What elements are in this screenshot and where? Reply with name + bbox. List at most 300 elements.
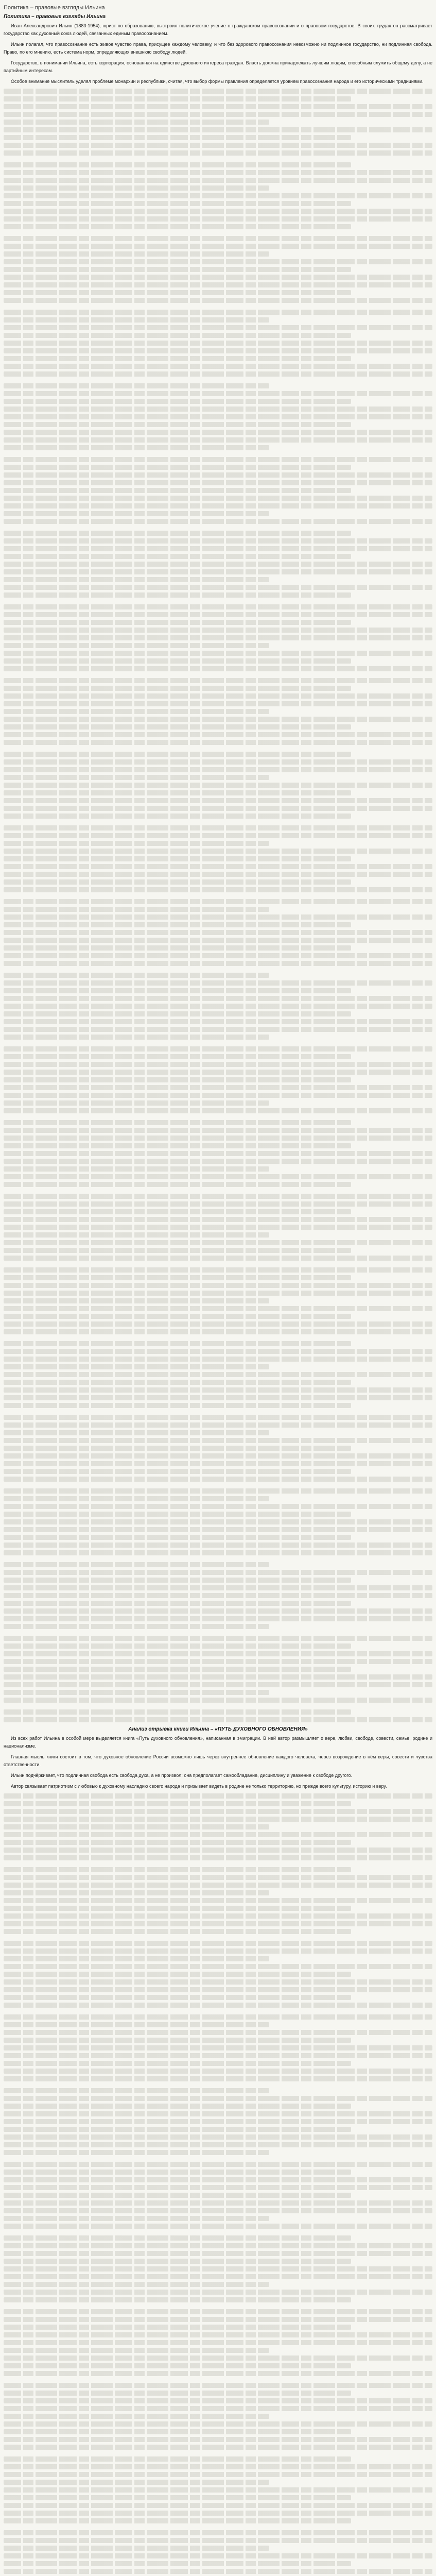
- text-line: [4, 399, 351, 404]
- text-line: [4, 1136, 432, 1141]
- text-line: [4, 1438, 432, 1443]
- text-line: [4, 2398, 432, 2403]
- text-line: [4, 658, 351, 664]
- text-line: [4, 1941, 432, 1946]
- document-title: Политика – правовые взгляды Ильина: [4, 5, 105, 11]
- text-line: [4, 1380, 351, 1385]
- paragraph-gap: [4, 1484, 432, 1488]
- text-line: [4, 1624, 269, 1629]
- text-line: [4, 1240, 432, 1245]
- text-line: [4, 2096, 432, 2101]
- text-line: [4, 1291, 432, 1296]
- text-line: [4, 856, 351, 861]
- paragraph: Из всех работ Ильина в особой мере выделяется книга «Путь духовного обновления», написанная в эмиграции. В ней автор размышляет о вере, любви, свободе, совести, семье, родине и национализме.: [4, 1736, 432, 1749]
- text-line: [4, 2414, 269, 2419]
- text-line: [4, 341, 432, 346]
- paragraph-gap: [4, 453, 432, 457]
- text-line: [4, 201, 351, 206]
- text-line: [4, 310, 432, 315]
- text-line: [4, 1209, 351, 1214]
- paragraph-gap: [4, 1632, 432, 1636]
- text-line: [4, 275, 432, 280]
- text-line: [4, 1698, 432, 1703]
- text-line: [4, 2193, 351, 2198]
- text-line: [4, 1906, 351, 1911]
- text-line: [4, 864, 432, 869]
- text-line: [4, 290, 351, 295]
- text-line: [4, 538, 432, 544]
- text-line: [4, 1578, 351, 1583]
- text-line: [4, 209, 432, 214]
- text-line: [4, 120, 269, 125]
- text-line: [4, 1321, 432, 1327]
- text-line: [4, 724, 351, 730]
- paragraph-gap: [4, 232, 432, 236]
- text-line: [4, 2348, 269, 2353]
- text-line: [4, 2480, 269, 2485]
- text-line: [4, 1415, 432, 1420]
- paragraph: Государство, в понимании Ильина, есть корпорация, основанная на единстве духовного интереса граждан. Власть должна принадлежать лучшим людям, способным служить общему делу, а не партийным интересам.: [4, 60, 432, 73]
- paragraph-gap: [4, 1042, 432, 1046]
- paragraph: Ильин полагал, что правосознание есть живое чувство права, присущее каждому человеку, и что без здорового правосознания невозможно ни подлинное государство, ни подлинная свобода. Право, по его мнению, есть система норм, определяющих внешнюю свободу людей.: [4, 42, 432, 55]
- text-line: [4, 2406, 432, 2411]
- paragraph-gap: [4, 1558, 432, 1562]
- text-line: [4, 643, 269, 648]
- text-line: [4, 1674, 432, 1680]
- text-line: [4, 980, 432, 986]
- section-analysis: [4, 1725, 432, 2576]
- text-line: [4, 1643, 351, 1649]
- text-line: [4, 899, 432, 904]
- text-line: [4, 1453, 432, 1459]
- paragraph-gap: [4, 2231, 432, 2235]
- text-line: [4, 2290, 432, 2295]
- text-line: [4, 1995, 351, 2000]
- text-line: [4, 1120, 351, 1125]
- text-line: [4, 2208, 432, 2213]
- text-block-placeholder: [4, 89, 432, 1722]
- text-line: [4, 1832, 432, 1837]
- text-line: [4, 2511, 432, 2516]
- text-line: [4, 496, 432, 501]
- text-line: [4, 1809, 432, 1814]
- text-line: [4, 2216, 269, 2221]
- text-line: [4, 2553, 432, 2558]
- text-line: [4, 2119, 432, 2124]
- text-line: [4, 1085, 432, 1090]
- text-line: [4, 170, 432, 175]
- text-line: [4, 592, 351, 598]
- text-line: [4, 783, 432, 788]
- text-line: [4, 1913, 432, 1919]
- text-line: [4, 356, 351, 361]
- text-line: [4, 1817, 432, 1822]
- text-line: [4, 298, 432, 303]
- text-line: [4, 445, 269, 450]
- text-line: [4, 1793, 432, 1799]
- text-line: [4, 635, 432, 640]
- text-line: [4, 1004, 432, 1009]
- text-line: [4, 472, 432, 478]
- text-line: [4, 1395, 432, 1400]
- text-line: [4, 2546, 269, 2551]
- text-line: [4, 1562, 269, 1567]
- text-line: [4, 2061, 351, 2066]
- text-line: [4, 216, 432, 222]
- text-line: [4, 922, 351, 927]
- text-line: [4, 465, 351, 470]
- text-line: [4, 1898, 432, 1903]
- text-line: [4, 1143, 351, 1148]
- text-line: [4, 651, 432, 656]
- text-line: [4, 546, 432, 551]
- text-line: [4, 2224, 432, 2229]
- text-line: [4, 414, 432, 419]
- text-line: [4, 1585, 432, 1590]
- text-line: [4, 1890, 269, 1895]
- text-line: [4, 1159, 432, 1164]
- text-line: [4, 1035, 269, 1040]
- paragraph-gap: [4, 1937, 432, 1941]
- paragraph: Особое внимание мыслитель уделял проблеме монархии и республики, считая, что выбор формы правления определяется уровнем правосознания народа и его историческими традициями.: [11, 79, 424, 84]
- paragraph-gap: [4, 2526, 432, 2530]
- paragraph-gap: [4, 674, 432, 678]
- text-line: [4, 259, 432, 264]
- text-line: [4, 1248, 351, 1253]
- text-line: [4, 709, 269, 714]
- text-line: [4, 2274, 432, 2279]
- text-block-placeholder: [4, 1793, 432, 2576]
- text-line: [4, 348, 432, 353]
- text-line: [4, 907, 269, 912]
- text-line: [4, 1306, 432, 1311]
- text-line: [4, 1166, 269, 1172]
- text-line: [4, 701, 432, 706]
- text-line: [4, 2309, 432, 2314]
- text-line: [4, 1717, 432, 1722]
- text-line: [4, 178, 432, 183]
- text-line: [4, 2134, 432, 2140]
- text-line: [4, 1840, 351, 1845]
- paragraph-gap: [4, 969, 432, 973]
- text-line: [4, 1174, 432, 1179]
- text-line: [4, 1070, 432, 1075]
- text-line: [4, 2088, 269, 2093]
- text-line: [4, 503, 432, 509]
- paragraph-gap: [4, 379, 432, 383]
- text-line: [4, 1477, 432, 1482]
- text-line: [4, 1855, 432, 1860]
- text-line: [4, 2259, 351, 2264]
- text-line: [4, 371, 432, 377]
- text-line: [4, 383, 269, 388]
- paragraph-gap: [4, 895, 432, 899]
- text-line: [4, 2437, 432, 2442]
- text-line: [4, 1461, 432, 1466]
- text-line: [4, 2251, 432, 2256]
- text-line: [4, 2421, 432, 2427]
- text-line: [4, 686, 351, 691]
- text-line: [4, 2170, 351, 2175]
- text-line: [4, 1225, 432, 1230]
- text-line: [4, 1027, 432, 1032]
- text-line: [4, 2472, 432, 2477]
- text-line: [4, 1601, 351, 1606]
- text-line: [4, 879, 351, 885]
- text-line: [4, 887, 432, 892]
- text-line: [4, 825, 432, 831]
- text-line: [4, 2391, 351, 2396]
- text-line: [4, 1709, 351, 1715]
- paragraph-gap: [4, 158, 432, 162]
- text-line: [4, 244, 432, 249]
- text-line: [4, 1979, 432, 1985]
- text-line: [4, 162, 351, 167]
- text-line: [4, 2495, 351, 2500]
- text-line: [4, 1690, 269, 1695]
- text-line: [4, 1929, 351, 1934]
- text-line: [4, 1948, 432, 1954]
- text-line: [4, 333, 351, 338]
- paragraph-gap: [4, 1863, 432, 1867]
- text-line: [4, 2076, 432, 2081]
- text-line: [4, 930, 432, 935]
- text-line: [4, 2332, 432, 2337]
- text-line: [4, 1608, 432, 1614]
- text-line: [4, 1956, 269, 1961]
- text-line: [4, 953, 432, 958]
- text-line: [4, 841, 269, 846]
- text-line: [4, 2150, 269, 2155]
- section-title: Анализ отрывка книги Ильина – «ПУТЬ ДУХОВНОГО ОБНОВЛЕНИЯ»: [128, 1726, 308, 1732]
- text-line: [4, 422, 351, 427]
- text-line: [4, 767, 432, 772]
- text-line: [4, 2022, 269, 2027]
- text-line: [4, 224, 351, 229]
- text-line: [4, 717, 432, 722]
- text-line: [4, 2363, 351, 2368]
- text-line: [4, 325, 432, 330]
- text-line: [4, 1349, 432, 1354]
- text-line: [4, 996, 432, 1001]
- text-line: [4, 2045, 432, 2050]
- text-line: [4, 585, 432, 590]
- text-line: [4, 988, 351, 993]
- paragraph-gap: [4, 2379, 432, 2383]
- text-line: [4, 938, 432, 943]
- text-line: [4, 2340, 432, 2345]
- text-line: [4, 1488, 432, 1494]
- text-line: [4, 806, 432, 811]
- paragraph-gap: [4, 306, 432, 310]
- text-line: [4, 437, 432, 443]
- text-line: [4, 267, 351, 272]
- text-line: [4, 1100, 269, 1106]
- text-line: [4, 2561, 351, 2566]
- text-line: [4, 2325, 351, 2330]
- paragraph-gap: [4, 1337, 432, 1341]
- text-line: [4, 678, 432, 683]
- text-line: [4, 1283, 432, 1288]
- text-line: [4, 236, 432, 241]
- paragraph-gap: [4, 2010, 432, 2014]
- text-line: [4, 127, 432, 132]
- text-line: [4, 1446, 351, 1451]
- text-line: [4, 2429, 351, 2434]
- text-line: [4, 2538, 432, 2543]
- text-line: [4, 2569, 432, 2574]
- text-line: [4, 1329, 432, 1334]
- text-line: [4, 282, 432, 287]
- text-line: [4, 1527, 432, 1532]
- paragraph-gap: [4, 1190, 432, 1194]
- text-line: [4, 317, 269, 323]
- text-line: [4, 732, 432, 737]
- text-line: [4, 612, 432, 617]
- section-politics: [4, 13, 432, 1722]
- text-line: [4, 457, 432, 462]
- text-line: [4, 604, 432, 609]
- text-line: [4, 1054, 351, 1059]
- paragraph-gap: [4, 600, 432, 604]
- text-line: [4, 2317, 432, 2322]
- text-line: [4, 2003, 432, 2008]
- text-line: [4, 391, 432, 396]
- text-line: [4, 1077, 351, 1082]
- text-line: [4, 1883, 432, 1888]
- text-line: [4, 519, 432, 524]
- text-line: [4, 2200, 432, 2206]
- text-line: [4, 185, 269, 191]
- text-line: [4, 2487, 432, 2493]
- paragraph: Автор связывает патриотизм с любовью к духовному наследию своего народа и призывает видеть в родине не только территорию, но прежде всего культуру, историю и веру.: [11, 1784, 387, 1789]
- text-line: [4, 628, 432, 633]
- text-line: [4, 2162, 432, 2167]
- text-line: [4, 1543, 432, 1548]
- text-line: [4, 1372, 432, 1377]
- text-line: [4, 569, 432, 574]
- text-line: [4, 759, 432, 765]
- text-line: [4, 562, 432, 567]
- text-line: [4, 1357, 432, 1362]
- paragraph-gap: [4, 2305, 432, 2309]
- paragraph-gap: [4, 748, 432, 752]
- text-line: [4, 1232, 269, 1238]
- text-line: [4, 1496, 269, 1501]
- text-line: [4, 2518, 351, 2523]
- text-line: [4, 1267, 432, 1273]
- text-line: [4, 364, 432, 369]
- text-line: [4, 2185, 432, 2190]
- paragraph-gap: [4, 1116, 432, 1120]
- text-line: [4, 1469, 351, 1474]
- text-line: [4, 251, 269, 257]
- text-line: [4, 1217, 432, 1222]
- text-line: [4, 1972, 351, 1977]
- text-line: [4, 150, 432, 156]
- text-line: [4, 1046, 432, 1052]
- text-line: [4, 1504, 432, 1509]
- text-line: [4, 2235, 351, 2241]
- text-line: [4, 1387, 432, 1393]
- text-line: [4, 666, 432, 671]
- text-line: [4, 2530, 432, 2535]
- text-line: [4, 740, 432, 745]
- text-line: [4, 1019, 432, 1024]
- section-title: Политика – правовые взгляды Ильина: [4, 14, 106, 20]
- text-line: [4, 872, 432, 877]
- text-line: [4, 480, 432, 485]
- text-line: [4, 1535, 351, 1540]
- text-line: [4, 1519, 432, 1524]
- text-line: [4, 2456, 351, 2462]
- text-line: [4, 1430, 269, 1435]
- text-line: [4, 914, 432, 920]
- text-line: [4, 430, 432, 435]
- text-line: [4, 2030, 432, 2035]
- text-line: [4, 1512, 351, 1517]
- paragraph: Главная мысль книги состоит в том, что духовное обновление России возможно лишь через внутреннее обновление каждого человека, через возрождение в нём веры, совести и чувства ответственности.: [4, 1754, 432, 1767]
- text-line: [4, 1011, 351, 1016]
- text-line: [4, 193, 432, 198]
- text-line: [4, 849, 432, 854]
- text-line: [4, 2069, 432, 2074]
- text-line: [4, 1422, 432, 1428]
- text-line: [4, 775, 269, 780]
- paragraph: Иван Александрович Ильин (1883-1954), юрист по образованию, выстроил политическое учение о гражданском правосознании и о правовом государстве. В своих трудах он рассматривает государство как духовный союз людей, связанных единым правосознанием.: [4, 23, 432, 36]
- text-line: [4, 1593, 432, 1598]
- text-line: [4, 1194, 432, 1199]
- text-line: [4, 2111, 432, 2116]
- text-line: [4, 112, 432, 117]
- text-line: [4, 96, 351, 101]
- text-line: [4, 1651, 432, 1656]
- text-line: [4, 1298, 269, 1303]
- text-line: [4, 1616, 432, 1621]
- paragraph-gap: [4, 2084, 432, 2088]
- text-line: [4, 1659, 432, 1664]
- text-line: [4, 1921, 432, 1926]
- text-line: [4, 2464, 432, 2469]
- text-line: [4, 2383, 432, 2388]
- text-line: [4, 798, 432, 803]
- text-line: [4, 1987, 432, 1992]
- text-line: [4, 554, 351, 559]
- text-line: [4, 1875, 432, 1880]
- paragraph-gap: [4, 2158, 432, 2162]
- text-line: [4, 511, 269, 516]
- text-line: [4, 2445, 432, 2450]
- text-line: [4, 1550, 432, 1555]
- text-line: [4, 531, 351, 536]
- text-line: [4, 2053, 432, 2058]
- text-line: [4, 2014, 432, 2020]
- text-line: [4, 1801, 351, 1806]
- text-line: [4, 1275, 351, 1280]
- text-line: [4, 1151, 432, 1156]
- text-line: [4, 1314, 351, 1319]
- text-line: [4, 1570, 432, 1575]
- text-line: [4, 1867, 351, 1872]
- text-line: [4, 2038, 351, 2043]
- text-line: [4, 1062, 432, 1067]
- text-line: [4, 577, 269, 582]
- text-line: [4, 1108, 432, 1113]
- text-line: [4, 1636, 432, 1641]
- text-line: [4, 104, 432, 109]
- paragraph-gap: [4, 1705, 432, 1709]
- text-line: [4, 693, 432, 699]
